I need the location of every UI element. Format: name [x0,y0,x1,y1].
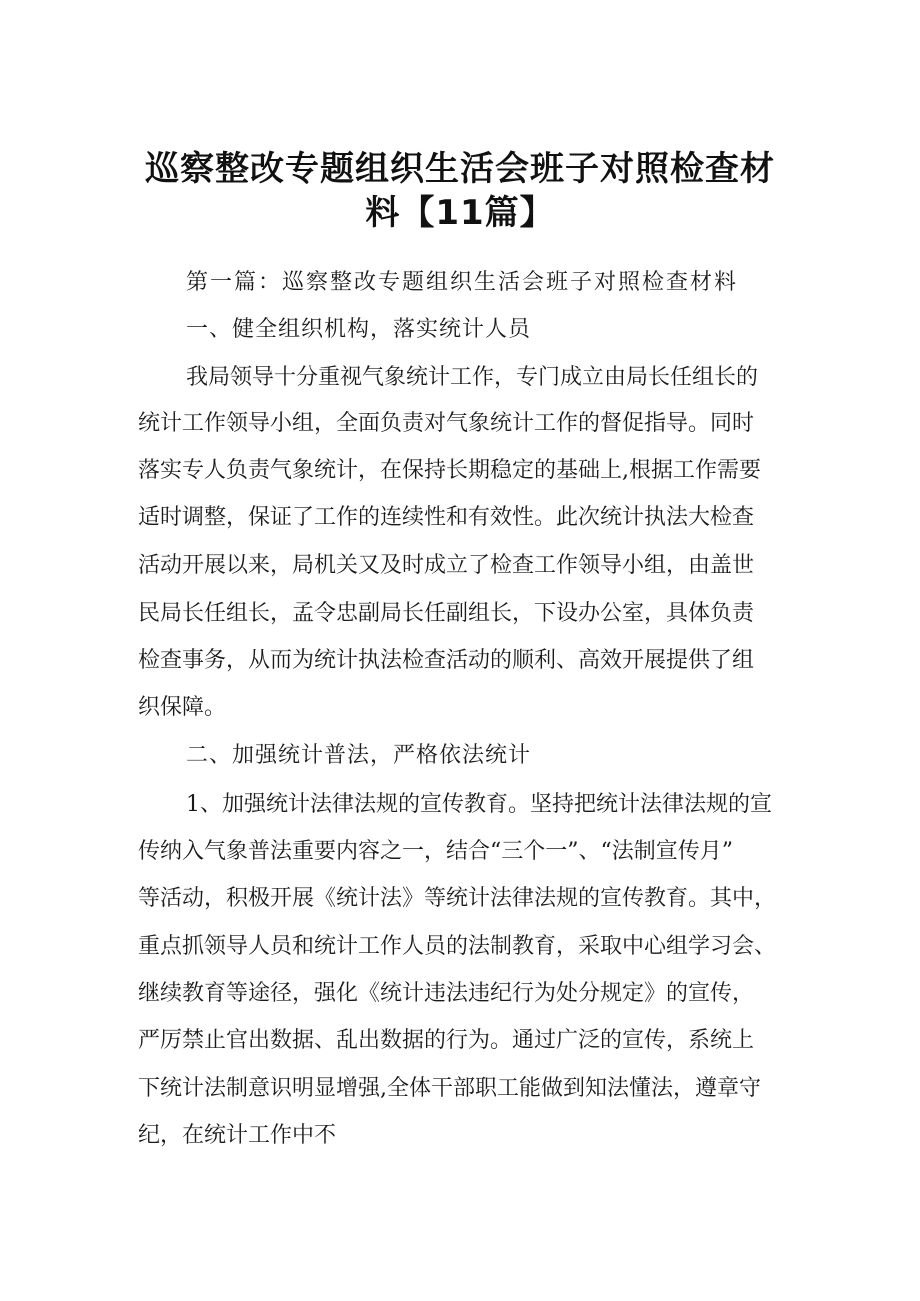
paragraph-1-line: 检查事务，从而为统计执法检查活动的顺利、高效开展提供了组 [138,648,755,673]
section-subtitle: 第一篇：巡察整改专题组织生活会班子对照检查材料 [186,270,739,295]
paragraph-2-line: 严厉禁止官出数据、乱出数据的行为。通过广泛的宣传，系统上 [138,1028,755,1053]
paragraph-1-line: 民局长任组长，孟令忠副局长任副组长，下设办公室，具体负责 [138,601,755,626]
section-heading-1: 一、健全组织机构，落实统计人员 [186,317,532,342]
paragraph-2-line: 纪，在统计工作中不 [138,1123,337,1148]
paragraph-2-line: 下统计法制意识明显增强,全体干部职工能做到知法懂法，遵章守 [138,1076,761,1101]
paragraph-1-line: 落实专人负责气象统计，在保持长期稳定的基础上,根据工作需要 [138,458,761,483]
paragraph-1-line: 我局领导十分重视气象统计工作，专门成立由局长任组长的 [186,365,759,390]
paragraph-1-line: 适时调整，保证了工作的连续性和有效性。此次统计执法大检查 [138,505,755,530]
document-title-line-1: 巡察整改专题组织生活会班子对照检查材 [145,149,775,189]
paragraph-2-line: 继续教育等途径，强化《统计违法违纪行为处分规定》的宣传， [138,981,755,1006]
paragraph-1-line: 织保障。 [138,695,227,720]
paragraph-1-line: 统计工作领导小组，全面负责对气象统计工作的督促指导。同时 [138,411,755,436]
paragraph-2-line: 1、加强统计法律法规的宣传教育。坚持把统计法律法规的宣 [186,792,772,817]
paragraph-2-line: 传纳入气象普法重要内容之一，结合“三个一”、“法制宣传月” [138,839,733,864]
paragraph-1-line: 活动开展以来，局机关又及时成立了检查工作领导小组，由盖世 [138,553,755,578]
paragraph-2-line: 等活动，积极开展《统计法》等统计法律法规的宣传教育。其中， [138,886,777,911]
paragraph-2-line: 重点抓领导人员和统计工作人员的法制教育，采取中心组学习会、 [138,934,777,959]
document-title-line-2: 料【11篇】 [365,193,555,233]
section-heading-2: 二、加强统计普法，严格依法统计 [186,743,532,768]
